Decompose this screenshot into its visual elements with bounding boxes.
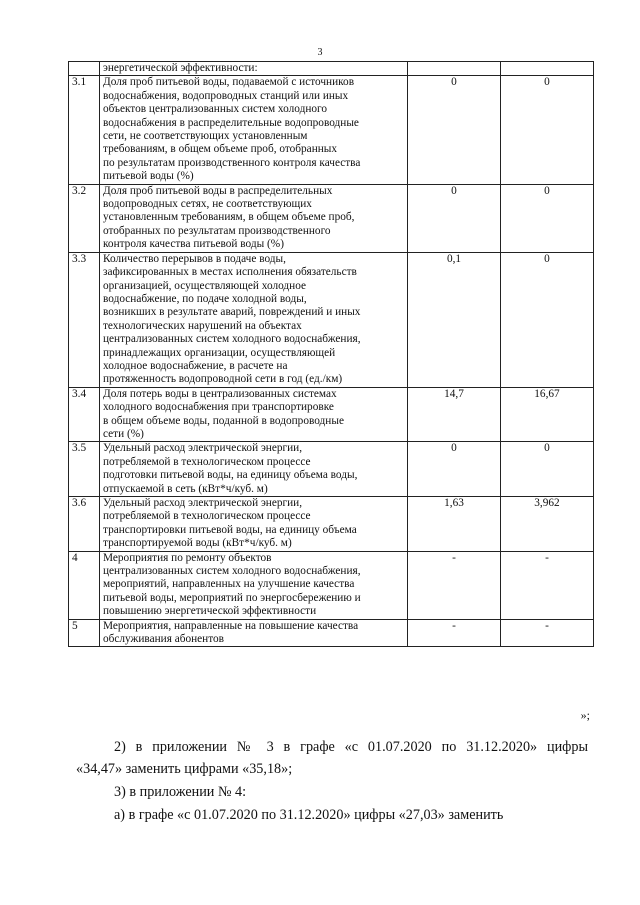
row-description-line: водоснабжение, по подаче холодной воды, — [103, 292, 307, 305]
row-description-line: транспортируемой воды (кВт*ч/куб. м) — [103, 537, 292, 550]
row-description-line: по результатам производственного контроля качества — [103, 156, 361, 169]
row-description-line: мероприятий, направленных на улучшение качества — [103, 578, 355, 591]
row-value-2 — [501, 62, 594, 76]
row-description-line: Доля проб питьевой воды в распределительных — [103, 184, 333, 197]
indicators-table — [68, 61, 594, 647]
row-description-line: централизованных систем холодного водоснабжения, — [103, 333, 361, 346]
row-description-line: подготовки питьевой воды, на единицу объема воды, — [103, 469, 358, 482]
row-description-line: повышению энергетической эффективности — [103, 605, 317, 618]
row-description-line: холодного водоснабжения при транспортировке — [103, 401, 334, 414]
row-description-line: отобранных по результатам производственного — [103, 224, 331, 237]
row-value-2: - — [501, 551, 594, 619]
row-value-2: 16,67 — [501, 387, 594, 442]
row-value-2: - — [501, 619, 594, 647]
table-row-continuation — [69, 62, 594, 76]
row-number: 3.4 — [69, 387, 100, 442]
row-number: 4 — [69, 551, 100, 619]
row-description-line: Мероприятия по ремонту объектов — [103, 551, 272, 564]
row-value-1: 14,7 — [408, 387, 501, 442]
table-row — [69, 619, 594, 647]
row-description-line: возникших в результате аварий, повреждений и иных — [103, 306, 361, 319]
closing-quote: »; — [580, 708, 590, 722]
row-description: энергетической эффективности: — [100, 62, 408, 76]
row-description-line: сети (%) — [103, 427, 144, 440]
row-value-2: 0 — [501, 252, 594, 387]
row-number: 3.5 — [69, 442, 100, 497]
table-row — [69, 184, 594, 252]
row-description-line: установленным требованиям, в общем объеме проб, — [103, 211, 355, 224]
row-description-line: питьевой воды (%) — [103, 170, 194, 183]
row-description-line: централизованных систем холодного водоснабжения, — [103, 565, 361, 578]
paragraph-appendix-4-a: а) в графе «с 01.07.2020 по 31.12.2020» цифры «27,03» заменить — [114, 807, 504, 823]
row-number: 3.6 — [69, 497, 100, 552]
row-value-1: - — [408, 551, 501, 619]
row-description — [100, 76, 408, 184]
row-number: 3.3 — [69, 252, 100, 387]
row-description-line: объектов централизованных систем холодного — [103, 103, 328, 116]
row-value-1: 0,1 — [408, 252, 501, 387]
table-row — [69, 497, 594, 552]
row-description-line: требованиям, в общем объеме проб, отобранных — [103, 143, 338, 156]
row-description-line: холодное водоснабжение, в расчете на — [103, 359, 288, 372]
row-description-line: в общем объеме воды, поданной в водопроводные — [103, 414, 344, 427]
row-description-line: водоснабжения, водопроводных станций или иных — [103, 89, 349, 102]
table-row — [69, 387, 594, 442]
page-number: 3 — [317, 47, 323, 58]
row-value-1: 0 — [408, 76, 501, 184]
table-row — [69, 442, 594, 497]
row-description — [100, 387, 408, 442]
row-description-line: транспортировки питьевой воды, на единицу объема — [103, 523, 357, 536]
row-description-line: контроля качества питьевой воды (%) — [103, 238, 284, 251]
row-description-line: обслуживания абонентов — [103, 633, 224, 646]
row-description-line: Доля потерь воды в централизованных системах — [103, 387, 337, 400]
paragraph-appendix-4: 3) в приложении № 4: — [114, 784, 247, 800]
row-value-2: 0 — [501, 184, 594, 252]
paragraph-appendix-3-line-2: «34,47» заменить цифрами «35,18»; — [76, 761, 293, 777]
row-value-1: 0 — [408, 442, 501, 497]
row-description-line: Удельный расход электрической энергии, — [103, 497, 303, 509]
row-value-1: 1,63 — [408, 497, 501, 552]
row-value-1 — [408, 62, 501, 76]
row-description — [100, 252, 408, 387]
table-row — [69, 76, 594, 184]
row-value-2: 0 — [501, 442, 594, 497]
row-description — [100, 497, 408, 552]
row-description-line: питьевой воды, мероприятий по энергосбережению и — [103, 591, 361, 604]
row-description-line: Количество перерывов в подаче воды, — [103, 252, 286, 265]
row-value-1: - — [408, 619, 501, 647]
table-row — [69, 551, 594, 619]
row-description-line: водоснабжения в распределительные водопроводные — [103, 116, 359, 129]
row-description — [100, 184, 408, 252]
row-description-line: принадлежащих организации, осуществляющей — [103, 346, 336, 359]
row-description-line: потребляемой в технологическом процессе — [103, 455, 311, 468]
row-description-line: организацией, осуществляющей холодное — [103, 279, 307, 292]
row-value-2: 3,962 — [501, 497, 594, 552]
row-description-line: технологических нарушений на объектах — [103, 319, 302, 332]
row-description-line: сети, не соответствующих установленным — [103, 130, 308, 143]
row-value-2: 0 — [501, 76, 594, 184]
row-number — [69, 62, 100, 76]
row-description-line: Мероприятия, направленные на повышение качества — [103, 619, 359, 632]
row-description-line: потребляемой в технологическом процессе — [103, 510, 311, 523]
row-description — [100, 442, 408, 497]
row-value-1: 0 — [408, 184, 501, 252]
table-row — [69, 252, 594, 387]
row-description-line: Удельный расход электрической энергии, — [103, 442, 303, 455]
paragraph-appendix-3 — [76, 736, 588, 780]
paragraph-appendix-3-line-1: 2) в приложении № 3 в графе «с 01.07.2020 по 31.12.2020» цифры — [114, 739, 588, 755]
row-description — [100, 619, 408, 647]
row-description-line: протяженность водопроводной сети в год (ед./км) — [103, 373, 343, 386]
row-description-line: отпускаемой в сеть (кВт*ч/куб. м) — [103, 482, 268, 495]
row-description — [100, 551, 408, 619]
row-description-line: водопроводных сетях, не соответствующих — [103, 198, 312, 211]
row-description-line: Доля проб питьевой воды, подаваемой с источников — [103, 76, 355, 89]
row-number: 3.1 — [69, 76, 100, 184]
row-number: 5 — [69, 619, 100, 647]
row-number: 3.2 — [69, 184, 100, 252]
row-description-line: зафиксированных в местах исполнения обязательств — [103, 266, 357, 279]
